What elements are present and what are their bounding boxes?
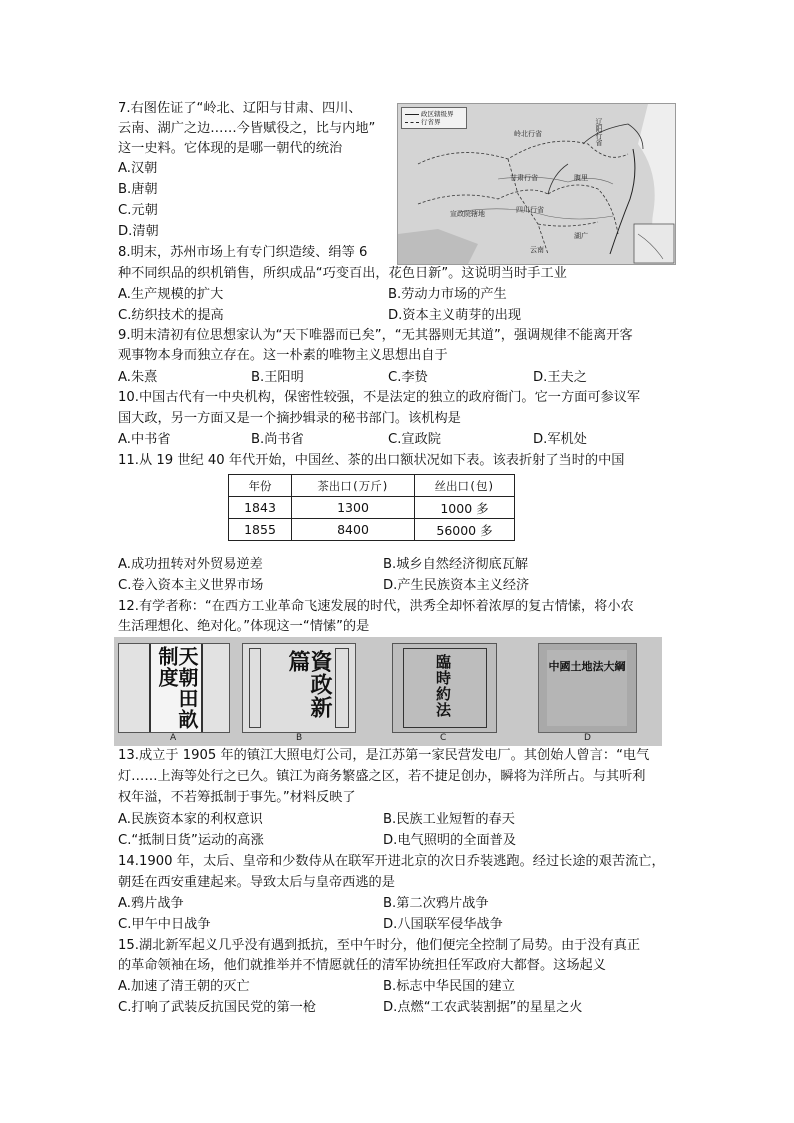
map-label-8: 湖广 — [574, 232, 588, 240]
q8-option-b: B.劳动力市场的产生 — [388, 287, 507, 302]
table-cell: 1300 — [292, 497, 415, 519]
q14-option-c: C.甲午中日战争 — [118, 917, 211, 932]
q7-stem-line-2: 云南、湖广之边……今皆赋役之，比与内地” — [118, 121, 376, 136]
q10-option-d: D.军机处 — [533, 432, 587, 447]
q11-option-b: B.城乡自然经济彻底瓦解 — [383, 557, 529, 572]
q13-stem-line-3: 权年溢，不若筹抵制于事先。”材料反映了 — [118, 790, 356, 805]
q14-option-d: D.八国联军侵华战争 — [383, 917, 503, 932]
q13-stem-line-1: 13.成立于 1905 年的镇江大照电灯公司，是江苏第一家民营发电厂。其创始人曾言：“电气 — [118, 748, 650, 763]
table-cell: 56000 多 — [415, 519, 515, 541]
q14-option-a: A.鸦片战争 — [118, 896, 184, 911]
q11-option-d: D.产生民族资本主义经济 — [383, 578, 530, 593]
table-row — [229, 497, 515, 519]
q11-option-c: C.卷入资本主义世界市场 — [118, 578, 264, 593]
cover-c-title: 臨時約法 — [434, 654, 452, 718]
yuan-dynasty-map — [397, 103, 676, 265]
q7-option-d: D.清朝 — [118, 224, 159, 239]
q15-stem-line-1: 15.湖北新军起义几乎没有遇到抵抗，至中午时分，他们便完全控制了局势。由于没有真正 — [118, 938, 641, 953]
cover-d-title: 中國土地法大綱 — [548, 660, 626, 673]
cover-label-a: A — [170, 733, 177, 743]
q7-option-b: B.唐朝 — [118, 182, 158, 197]
q11-option-a: A.成功扭转对外贸易逆差 — [118, 557, 263, 572]
table-row — [229, 519, 515, 541]
q9-stem-line-1: 9.明末清初有位思想家认为“天下唯器而已矣”，“无其器则无其道”，强调规律不能离开客 — [118, 328, 633, 343]
cover-c — [392, 643, 497, 733]
q8-option-d: D.资本主义萌芽的出现 — [388, 308, 522, 323]
map-label-6: 四川行省 — [516, 206, 544, 214]
q13-option-c: C.“抵制日货”运动的高涨 — [118, 833, 264, 848]
map-label-5: 宣政院辖地 — [450, 210, 485, 218]
table-header: 丝出口(包) — [415, 475, 515, 497]
table-header-row — [229, 475, 515, 497]
q8-stem-line-2: 种不同织品的织机销售，所织成品“巧变百出，花色日新”。这说明当时手工业 — [118, 266, 567, 281]
q10-option-b: B.尚书省 — [251, 432, 304, 447]
cover-label-c: C — [440, 733, 447, 743]
map-label-1: 岭北行省 — [514, 130, 542, 138]
q15-stem-line-2: 的革命领袖在场，他们就推举并不情愿就任的清军协统担任军政府大都督。这场起义 — [118, 958, 606, 973]
book-cover-strip — [114, 637, 662, 746]
q8-stem-line-1: 8.明末，苏州市场上有专门织造绫、绢等 6 — [118, 245, 368, 260]
q10-stem-line-2: 国大政，另一方面又是一个摘抄辑录的秘书部门。该机构是 — [118, 411, 461, 426]
table-header: 茶出口(万斤) — [292, 475, 415, 497]
table-cell: 1843 — [229, 497, 292, 519]
cover-label-b: B — [296, 733, 303, 743]
cover-label-d: D — [584, 733, 591, 743]
q7-stem-line-1: 7.右图佐证了“岭北、辽阳与甘肃、四川、 — [118, 101, 362, 116]
q13-option-a: A.民族资本家的利权意识 — [118, 812, 263, 827]
cover-a — [118, 643, 230, 733]
table-cell: 8400 — [292, 519, 415, 541]
table-cell: 1855 — [229, 519, 292, 541]
q9-stem-line-2: 观事物本身而独立存在。这一朴素的唯物主义思想出自于 — [118, 348, 448, 363]
q9-option-c: C.李贽 — [388, 370, 428, 385]
q10-stem-line-1: 10.中国古代有一中央机构，保密性较强，不是法定的独立的政府衙门。它一方面可参议军 — [118, 390, 641, 405]
map-label-4: 腹里 — [574, 174, 588, 182]
q14-stem-line-2: 朝廷在西安重建起来。导致太后与皇帝西逃的是 — [118, 875, 395, 890]
q12-stem-line-1: 12.有学者称：“在西方工业革命飞速发展的时代，洪秀全却怀着浓厚的复古情愫，将小农 — [118, 599, 634, 614]
table-cell: 1000 多 — [415, 497, 515, 519]
q15-option-a: A.加速了清王朝的灭亡 — [118, 979, 250, 994]
q13-option-b: B.民族工业短暂的春天 — [383, 812, 515, 827]
q9-option-d: D.王夫之 — [533, 370, 587, 385]
q15-option-c: C.打响了武装反抗国民党的第一枪 — [118, 1000, 317, 1015]
legend-item-2: 行省界 — [421, 118, 441, 126]
export-table — [228, 474, 515, 541]
q8-option-c: C.纺织技术的提高 — [118, 308, 224, 323]
q7-option-a: A.汉朝 — [118, 161, 158, 176]
q13-option-d: D.电气照明的全面普及 — [383, 833, 517, 848]
map-label-7: 云南 — [530, 246, 544, 254]
q9-option-b: B.王阳明 — [251, 370, 304, 385]
q15-option-b: B.标志中华民国的建立 — [383, 979, 515, 994]
q9-option-a: A.朱熹 — [118, 370, 158, 385]
q7-option-c: C.元朝 — [118, 203, 158, 218]
q13-stem-line-2: 灯……上海等处行之已久。镇江为商务繁盛之区，若不捷足创办，瞬将为洋所占。与其听利 — [118, 769, 646, 784]
map-label-2: 辽阳行省 — [595, 118, 603, 146]
q14-option-b: B.第二次鸦片战争 — [383, 896, 489, 911]
q10-option-c: C.宣政院 — [388, 432, 441, 447]
q14-stem-line-1: 14.1900 年，太后、皇帝和少数侍从在联军开进北京的次日乔装逃跑。经过长途的艰苦流亡， — [118, 854, 665, 869]
q12-stem-line-2: 生活理想化、绝对化。”体现这一“情愫”的是 — [118, 619, 370, 634]
cover-b — [242, 643, 356, 733]
map-label-3: 甘肃行省 — [510, 174, 538, 182]
map-legend — [401, 107, 467, 129]
q10-option-a: A.中书省 — [118, 432, 171, 447]
legend-item-1: 政区辖级界 — [421, 110, 454, 118]
q11-stem-line-1: 11.从 19 世纪 40 年代开始，中国丝、茶的出口额状况如下表。该表折射了当时的中国 — [118, 453, 625, 468]
table-header: 年份 — [229, 475, 292, 497]
q8-option-a: A.生产规模的扩大 — [118, 287, 224, 302]
cover-d — [538, 643, 637, 733]
q15-option-d: D.点燃“工农武装割据”的星星之火 — [383, 1000, 583, 1015]
q7-stem-line-3: 这一史料。它体现的是哪一朝代的统治 — [118, 141, 343, 156]
cover-a-title: 天朝田畝制度 — [155, 646, 199, 730]
cover-b-title: 資政新篇 — [285, 650, 333, 719]
